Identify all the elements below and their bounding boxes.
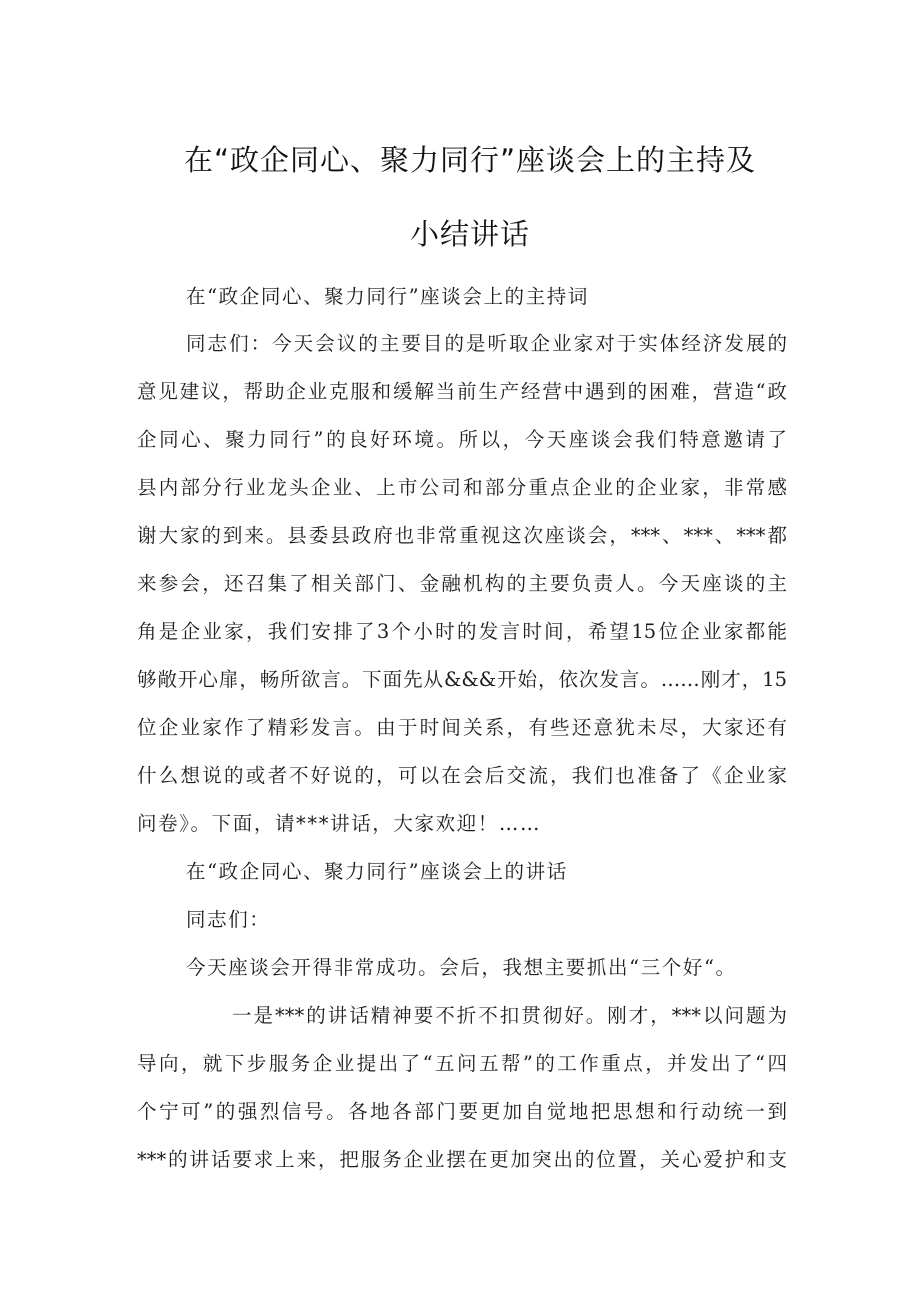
paragraph-line: 位企业家作了精彩发言。由于时间关系，有些还意犹未尽，大家还有 bbox=[137, 716, 787, 739]
document-title-line-2: 小结讲话 bbox=[409, 217, 530, 251]
paragraph-line: 意见建议，帮助企业克服和缓解当前生产经营中遇到的困难，营造“政 bbox=[137, 380, 787, 403]
paragraph-line: 企同心、聚力同行”的良好环境。所以，今天座谈会我们特意邀请了 bbox=[137, 428, 787, 451]
greeting: 同志们： bbox=[186, 908, 271, 931]
paragraph-line: 够敞开心扉，畅所欲言。下面先从&&&开始，依次发言。……刚才，15 bbox=[137, 668, 787, 691]
paragraph-line: 导向，就下步服务企业提出了“五问五帮”的工作重点，并发出了“四 bbox=[137, 1052, 787, 1075]
document-title-line-1: 在“政企同心、聚力同行”座谈会上的主持及 bbox=[183, 143, 757, 177]
paragraph-line: ***的讲话要求上来，把服务企业摆在更加突出的位置，关心爱护和支 bbox=[137, 1148, 787, 1171]
paragraph-line: 什么想说的或者不好说的，可以在会后交流，我们也准备了《企业家 bbox=[137, 764, 787, 787]
paragraph-line: 角是企业家，我们安排了3个小时的发言时间，希望15位企业家都能 bbox=[137, 620, 787, 643]
paragraph-line: 问卷》。下面，请***讲话，大家欢迎！…… bbox=[137, 812, 542, 835]
paragraph-line: 今天座谈会开得非常成功。会后，我想主要抓出“三个好“。 bbox=[186, 956, 737, 979]
section-heading-host-remarks: 在“政企同心、聚力同行”座谈会上的主持词 bbox=[186, 285, 589, 308]
paragraph-line: 同志们：今天会议的主要目的是听取企业家对于实体经济发展的 bbox=[186, 332, 787, 355]
paragraph-line: 县内部分行业龙头企业、上市公司和部分重点企业的企业家，非常感 bbox=[137, 476, 787, 499]
paragraph-line: 一是***的讲话精神要不折不扣贯彻好。刚才，***以问题为 bbox=[232, 1004, 787, 1027]
paragraph-line: 来参会，还召集了相关部门、金融机构的主要负责人。今天座谈的主 bbox=[137, 572, 787, 595]
paragraph-line: 个宁可”的强烈信号。各地各部门要更加自觉地把思想和行动统一到 bbox=[137, 1100, 787, 1123]
section-heading-speech: 在“政企同心、聚力同行”座谈会上的讲话 bbox=[186, 860, 568, 883]
paragraph-line: 谢大家的到来。县委县政府也非常重视这次座谈会，***、***、***都 bbox=[137, 524, 787, 547]
